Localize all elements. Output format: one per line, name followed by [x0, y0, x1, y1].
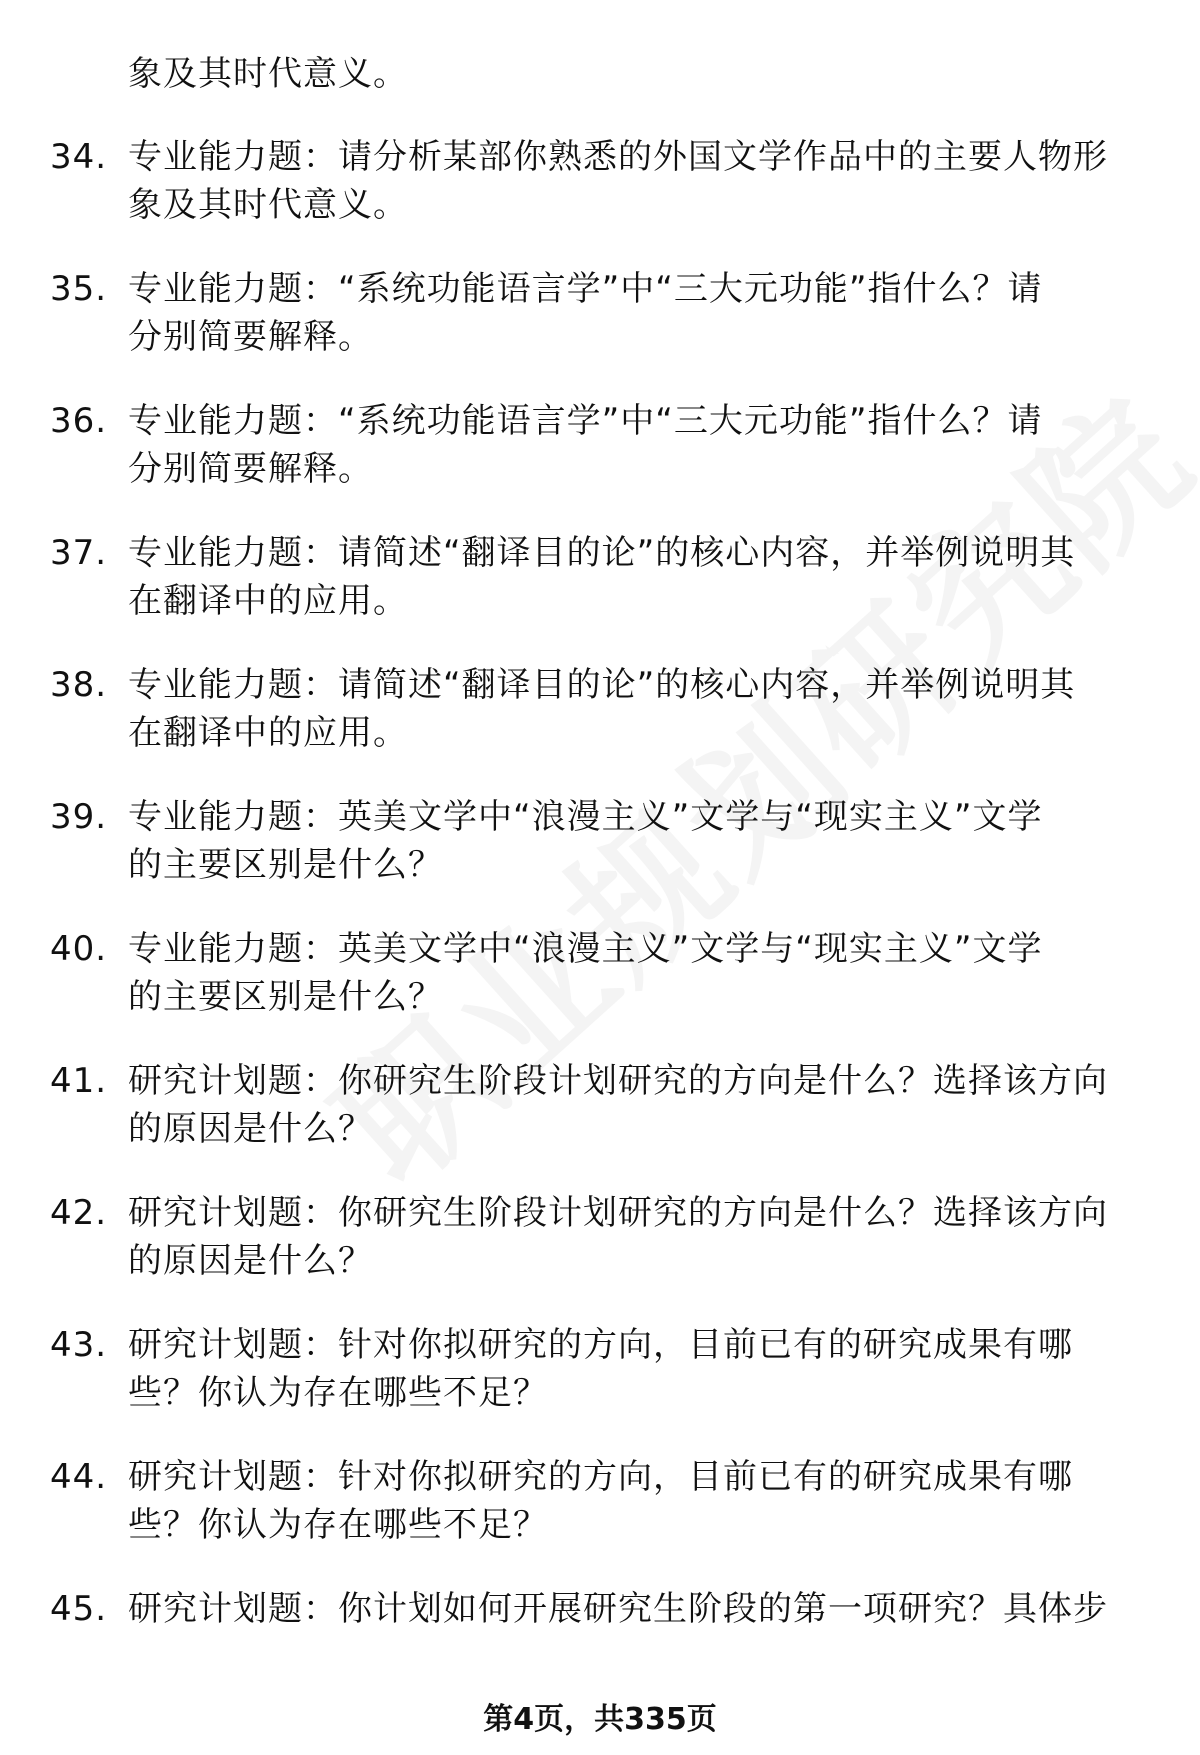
- item-number: 34.: [50, 137, 108, 177]
- item-text: 研究计划题：你计划如何开展研究生阶段的第一项研究？具体步: [128, 1589, 1108, 1629]
- item-text: 研究计划题：你研究生阶段计划研究的方向是什么？选择该方向 的原因是什么？: [128, 1061, 1108, 1149]
- item-number: 42.: [50, 1193, 108, 1233]
- item-number: 38.: [50, 665, 108, 705]
- item-text: 专业能力题：英美文学中“浪漫主义”文学与“现实主义”文学 的主要区别是什么？: [128, 929, 1043, 1017]
- item-text: 专业能力题：请简述“翻译目的论”的核心内容，并举例说明其 在翻译中的应用。: [128, 533, 1076, 621]
- item-number: 43.: [50, 1325, 108, 1365]
- item-number: 41.: [50, 1061, 108, 1101]
- item-text: 专业能力题：“系统功能语言学”中“三大元功能”指什么？请 分别简要解释。: [128, 401, 1043, 489]
- item-text: 专业能力题：请分析某部你熟悉的外国文学作品中的主要人物形 象及其时代意义。: [128, 137, 1108, 225]
- item-number: 40.: [50, 929, 108, 969]
- item-number: 35.: [50, 269, 108, 309]
- item-text: 研究计划题：针对你拟研究的方向，目前已有的研究成果有哪 些？你认为存在哪些不足？: [128, 1325, 1073, 1413]
- item-text: 象及其时代意义。: [128, 54, 408, 94]
- item-text: 专业能力题：“系统功能语言学”中“三大元功能”指什么？请 分别简要解释。: [128, 269, 1043, 357]
- item-number: 39.: [50, 797, 108, 837]
- item-text: 专业能力题：请简述“翻译目的论”的核心内容，并举例说明其 在翻译中的应用。: [128, 665, 1076, 753]
- item-text: 研究计划题：针对你拟研究的方向，目前已有的研究成果有哪 些？你认为存在哪些不足？: [128, 1457, 1073, 1545]
- item-number: 44.: [50, 1457, 108, 1497]
- page-footer: 第4页，共335页: [483, 1702, 717, 1737]
- item-number: 36.: [50, 401, 108, 441]
- item-text: 专业能力题：英美文学中“浪漫主义”文学与“现实主义”文学 的主要区别是什么？: [128, 797, 1043, 885]
- item-number: 37.: [50, 533, 108, 573]
- item-text: 研究计划题：你研究生阶段计划研究的方向是什么？选择该方向 的原因是什么？: [128, 1193, 1108, 1281]
- item-number: 45.: [50, 1589, 108, 1629]
